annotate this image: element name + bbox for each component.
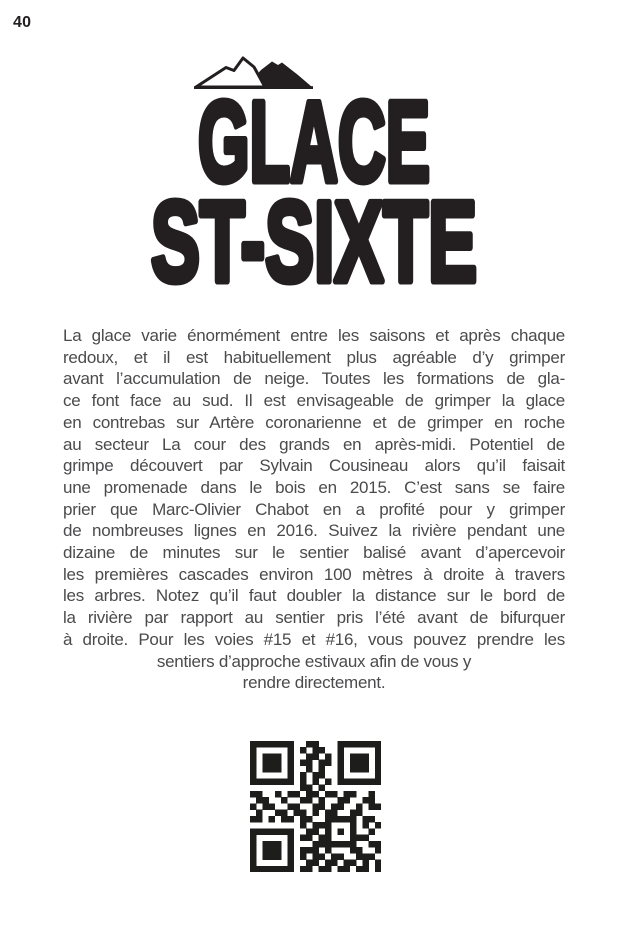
paragraph-line: avant l’accumulation de neige. Toutes les formations de gla-: [63, 369, 565, 389]
paragraph-line: sentiers d’approche estivaux afin de vous y: [156, 651, 472, 671]
page-title-line2: ST-SIXTE: [151, 179, 477, 300]
paragraph-line: en contrebas sur Artère coronarienne et de grimper en roche: [63, 412, 565, 432]
paragraph-line: La glace varie énormément entre les saisons et après chaque: [63, 326, 565, 345]
paragraph-line: prier que Marc-Olivier Chabot en a profité pour y grimper: [63, 499, 565, 519]
paragraph-line: la rivière par rapport au sentier pris l’été avant de bifurquer: [63, 608, 565, 628]
intro-paragraph: [63, 325, 565, 694]
page-number: 40: [13, 14, 32, 31]
page-title: [0, 60, 628, 300]
paragraph-line: les premières cascades environ 100 mètres à droite à travers: [63, 564, 565, 584]
paragraph-line: à droite. Pour les voies #15 et #16, vous pouvez prendre les: [63, 629, 565, 649]
paragraph-line: grimpe découvert par Sylvain Cousineau alors qu’il faisait: [63, 456, 565, 476]
qr-code: [250, 741, 381, 872]
paragraph-line: dizaine de minutes sur le sentier balisé avant d’apercevoir: [63, 543, 565, 563]
paragraph-line: une promenade dans le bois en 2015. C’est sans se faire: [63, 477, 565, 497]
page-title-line1: GLACE: [198, 79, 430, 206]
paragraph-line: redoux, et il est habituellement plus agréable d’y grimper: [63, 347, 565, 367]
paragraph-line: ce font face au sud. Il est envisageable de grimper la glace: [63, 391, 565, 411]
paragraph-line: de nombreuses lignes en 2016. Suivez la rivière pendant une: [63, 521, 565, 541]
paragraph-line: les arbres. Notez qu’il faut doubler la distance sur le bord de: [63, 586, 565, 606]
paragraph-line: au secteur La cour des grands en après-midi. Potentiel de: [63, 434, 565, 454]
paragraph-line: rendre directement.: [242, 673, 386, 693]
